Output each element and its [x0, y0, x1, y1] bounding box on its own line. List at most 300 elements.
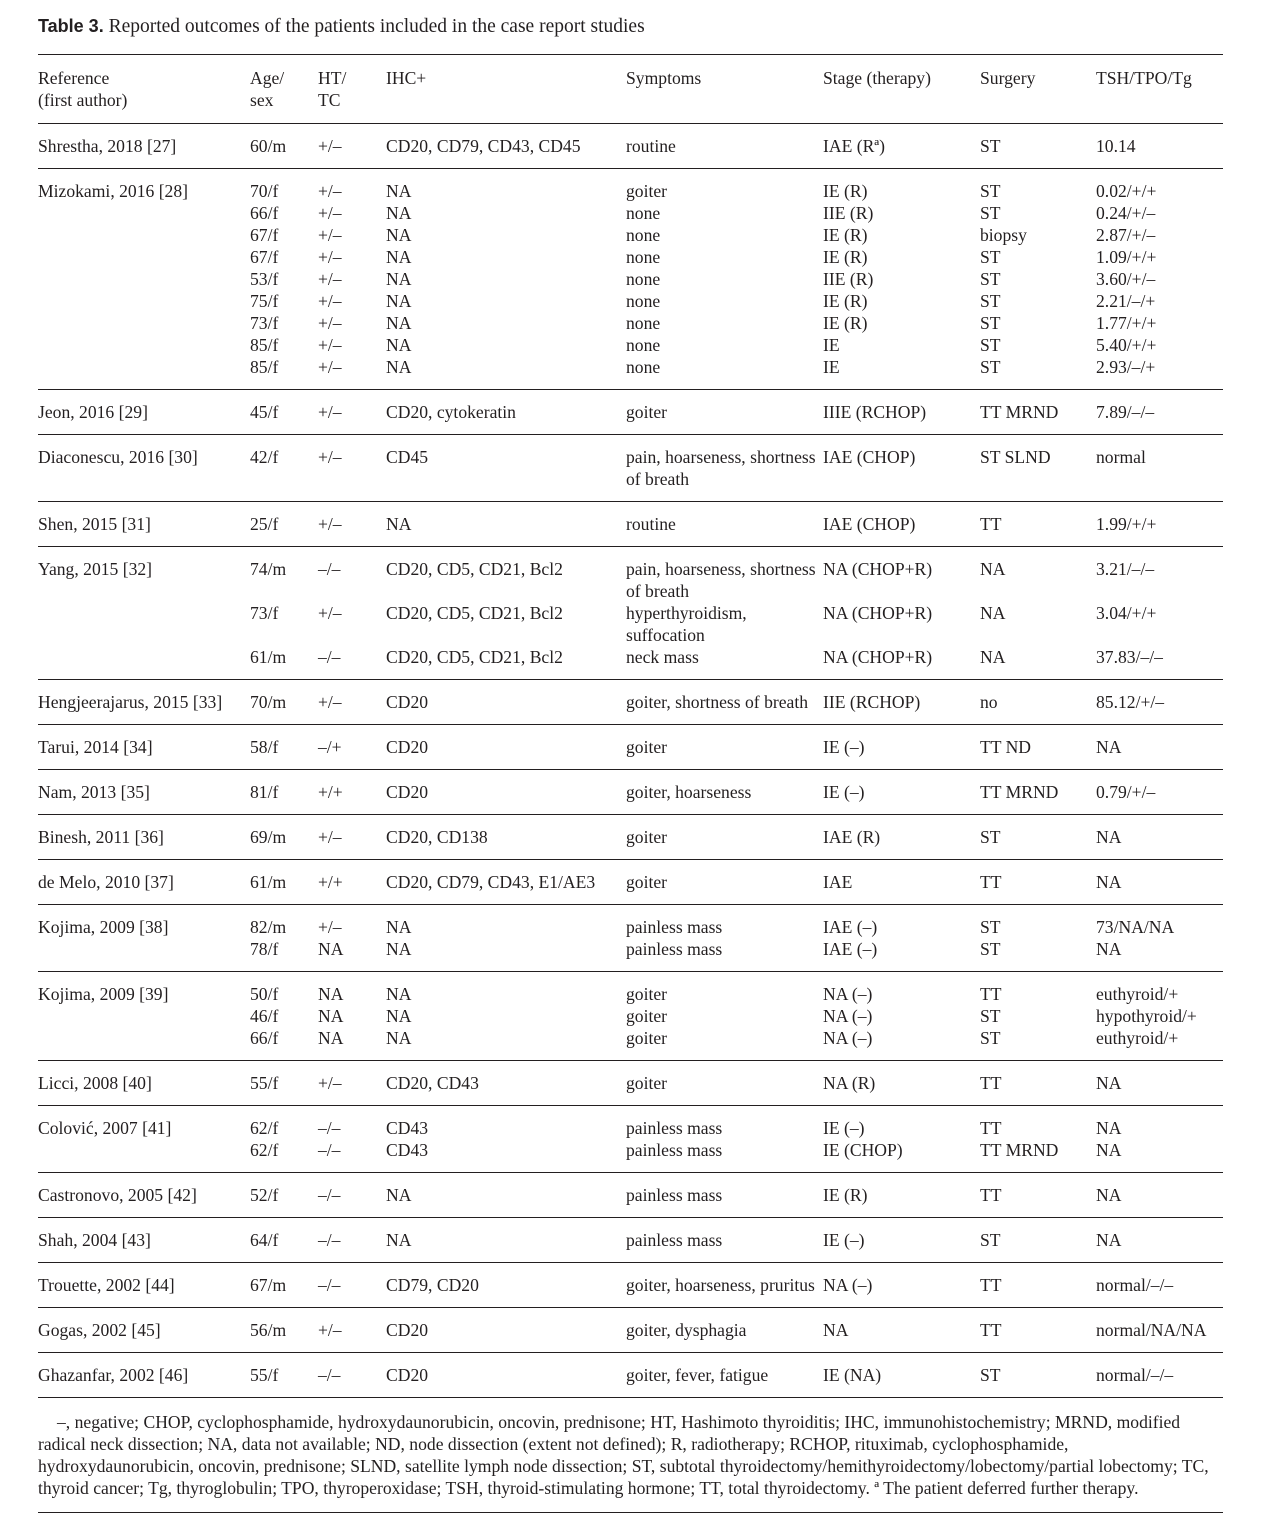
cell-surgery: ST: [980, 313, 1001, 333]
cell-symptoms: goiter, dysphagia: [626, 1320, 747, 1340]
cell-age-sex: 70/f: [250, 181, 279, 201]
table-row: [38, 169, 1223, 203]
cell-reference: Yang, 2015 [32]: [38, 559, 153, 579]
cell-stage: NA (–): [823, 984, 873, 1004]
cell-reference: Tarui, 2014 [34]: [38, 737, 153, 757]
cell-reference: [38, 202, 250, 224]
cell-age-sex: 78/f: [250, 939, 279, 959]
cell-surgery: TT: [980, 872, 1002, 892]
cell-symptoms: painless mass: [626, 1185, 723, 1205]
cell-tsh-tpo-tg: 2.87/+/–: [1096, 225, 1156, 245]
cell-tsh-tpo-tg: 7.89/–/–: [1096, 402, 1155, 422]
cell-symptoms: pain, hoarseness, shortness of breath: [626, 559, 816, 601]
cell-ht-tc: –/–: [318, 1140, 341, 1160]
cell-surgery: ST: [980, 203, 1001, 223]
cell-tsh-tpo-tg: 1.77/+/+: [1096, 313, 1157, 333]
cell-ht-tc: +/–: [318, 603, 342, 623]
table-row: [38, 246, 1223, 268]
cell-ht-tc: +/–: [318, 181, 342, 201]
cell-age-sex: 85/f: [250, 335, 279, 355]
table-row: [38, 502, 1223, 547]
table-row: [38, 202, 1223, 224]
cell-ihc: NA: [386, 514, 412, 534]
cell-surgery: TT MRND: [980, 1140, 1059, 1160]
cell-tsh-tpo-tg: 2.93/–/+: [1096, 357, 1156, 377]
cell-age-sex: 66/f: [250, 1028, 279, 1048]
cell-stage: IAE: [823, 872, 853, 892]
cell-symptoms: none: [626, 357, 661, 377]
outcomes-table: [38, 54, 1223, 1398]
table-row: [38, 1173, 1223, 1218]
cell-ht-tc: +/–: [318, 269, 342, 289]
cell-reference: [38, 356, 250, 390]
cell-surgery: TT MRND: [980, 782, 1059, 802]
cell-symptoms: goiter: [626, 181, 668, 201]
table-row: [38, 1106, 1223, 1140]
cell-ihc: NA: [386, 291, 412, 311]
cell-ihc: NA: [386, 203, 412, 223]
cell-ihc: CD79, CD20: [386, 1275, 479, 1295]
cell-reference: Shrestha, 2018 [27]: [38, 136, 177, 156]
cell-tsh-tpo-tg: 3.04/+/+: [1096, 603, 1157, 623]
cell-stage: NA (–): [823, 1275, 873, 1295]
cell-symptoms: none: [626, 203, 661, 223]
cell-tsh-tpo-tg: 10.14: [1096, 136, 1136, 156]
cell-tsh-tpo-tg: NA: [1096, 827, 1122, 847]
cell-stage: IE (–): [823, 782, 865, 802]
table-container: [38, 12, 1223, 1513]
cell-surgery: TT MRND: [980, 402, 1059, 422]
cell-stage: NA: [823, 1320, 849, 1340]
cell-stage: IE: [823, 357, 840, 377]
cell-stage: NA (–): [823, 1006, 873, 1026]
cell-stage: IE (R): [823, 181, 868, 201]
cell-ht-tc: NA: [318, 939, 344, 959]
cell-ht-tc: NA: [318, 1006, 344, 1026]
cell-stage: IIE (R): [823, 269, 874, 289]
cell-stage: IE (–): [823, 737, 865, 757]
cell-surgery: TT: [980, 514, 1002, 534]
cell-age-sex: 62/f: [250, 1118, 279, 1138]
cell-surgery: ST: [980, 1365, 1001, 1385]
cell-ihc: CD20: [386, 692, 429, 712]
cell-ht-tc: +/–: [318, 357, 342, 377]
cell-tsh-tpo-tg: normal/NA/NA: [1096, 1320, 1207, 1340]
cell-tsh-tpo-tg: 0.79/+/–: [1096, 782, 1156, 802]
table-row: [38, 268, 1223, 290]
cell-age-sex: 58/f: [250, 737, 279, 757]
cell-ht-tc: –/–: [318, 1185, 341, 1205]
cell-symptoms: pain, hoarseness, shortness of breath: [626, 447, 816, 489]
table-row: [38, 1308, 1223, 1353]
cell-ht-tc: NA: [318, 1028, 344, 1048]
cell-stage: IE (R): [823, 313, 868, 333]
cell-tsh-tpo-tg: NA: [1096, 1140, 1122, 1160]
cell-symptoms: goiter: [626, 984, 668, 1004]
cell-symptoms: none: [626, 247, 661, 267]
cell-symptoms: goiter: [626, 872, 668, 892]
cell-reference: [38, 224, 250, 246]
cell-ht-tc: +/–: [318, 136, 342, 156]
table-row: [38, 1139, 1223, 1173]
cell-ht-tc: –/+: [318, 737, 342, 757]
cell-symptoms: none: [626, 313, 661, 333]
cell-tsh-tpo-tg: hypothyroid/+: [1096, 1006, 1197, 1026]
cell-ihc: NA: [386, 1185, 412, 1205]
cell-tsh-tpo-tg: 2.21/–/+: [1096, 291, 1156, 311]
cell-tsh-tpo-tg: NA: [1096, 1073, 1122, 1093]
cell-stage: IAE (CHOP): [823, 514, 916, 534]
cell-symptoms: painless mass: [626, 917, 723, 937]
cell-ht-tc: +/–: [318, 203, 342, 223]
cell-ihc: CD20, cytokeratin: [386, 402, 516, 422]
col-header-reference: Reference (first author): [38, 68, 128, 110]
cell-surgery: TT: [980, 1320, 1002, 1340]
cell-tsh-tpo-tg: 5.40/+/+: [1096, 335, 1157, 355]
cell-stage: IIE (RCHOP): [823, 692, 921, 712]
cell-tsh-tpo-tg: NA: [1096, 1118, 1122, 1138]
cell-reference: Kojima, 2009 [39]: [38, 984, 169, 1004]
table-row: [38, 972, 1223, 1006]
cell-age-sex: 55/f: [250, 1073, 279, 1093]
cell-ht-tc: +/–: [318, 402, 342, 422]
cell-symptoms: painless mass: [626, 1230, 723, 1250]
cell-symptoms: neck mass: [626, 647, 699, 667]
cell-age-sex: 67/m: [250, 1275, 287, 1295]
cell-ht-tc: –/–: [318, 1365, 341, 1385]
cell-ht-tc: NA: [318, 984, 344, 1004]
cell-symptoms: goiter, shortness of breath: [626, 692, 809, 712]
table-row: [38, 725, 1223, 770]
cell-symptoms: routine: [626, 136, 676, 156]
cell-age-sex: 56/m: [250, 1320, 287, 1340]
cell-surgery: ST: [980, 247, 1001, 267]
cell-stage: NA (CHOP+R): [823, 603, 933, 623]
cell-surgery: biopsy: [980, 225, 1027, 245]
table-row: [38, 312, 1223, 334]
cell-surgery: no: [980, 692, 998, 712]
cell-age-sex: 25/f: [250, 514, 279, 534]
cell-age-sex: 82/m: [250, 917, 287, 937]
table-row: [38, 860, 1223, 905]
cell-stage: IE (R): [823, 247, 868, 267]
cell-surgery: ST: [980, 269, 1001, 289]
cell-age-sex: 85/f: [250, 357, 279, 377]
table-row: [38, 390, 1223, 435]
cell-reference: Diaconescu, 2016 [30]: [38, 447, 198, 467]
cell-tsh-tpo-tg: 1.99/+/+: [1096, 514, 1157, 534]
cell-stage: IAE (–): [823, 939, 878, 959]
cell-surgery: TT: [980, 1185, 1002, 1205]
cell-stage: IIIE (RCHOP): [823, 402, 927, 422]
cell-ihc: NA: [386, 357, 412, 377]
cell-reference: [38, 312, 250, 334]
cell-stage: IAE (R): [823, 827, 881, 847]
cell-reference: Kojima, 2009 [38]: [38, 917, 169, 937]
cell-tsh-tpo-tg: 3.60/+/–: [1096, 269, 1156, 289]
cell-surgery: NA: [980, 559, 1006, 579]
cell-symptoms: goiter, hoarseness: [626, 782, 752, 802]
cell-reference: [38, 1005, 250, 1027]
cell-reference: Jeon, 2016 [29]: [38, 402, 148, 422]
cell-ihc: NA: [386, 1230, 412, 1250]
table-row: [38, 905, 1223, 939]
cell-stage: IE (R): [823, 225, 868, 245]
cell-surgery: ST: [980, 827, 1001, 847]
col-header-surgery: Surgery: [980, 68, 1036, 88]
col-header-tsh-tpo-tg: TSH/TPO/Tg: [1096, 68, 1192, 88]
cell-reference: Ghazanfar, 2002 [46]: [38, 1365, 189, 1385]
cell-ihc: CD20, CD5, CD21, Bcl2: [386, 559, 563, 579]
cell-reference: [38, 268, 250, 290]
table-row: [38, 334, 1223, 356]
cell-symptoms: none: [626, 269, 661, 289]
cell-age-sex: 75/f: [250, 291, 279, 311]
cell-ht-tc: +/–: [318, 827, 342, 847]
cell-reference: Colović, 2007 [41]: [38, 1118, 172, 1138]
cell-ht-tc: +/–: [318, 692, 342, 712]
table-row: [38, 1061, 1223, 1106]
cell-age-sex: 81/f: [250, 782, 279, 802]
cell-ht-tc: +/+: [318, 782, 343, 802]
cell-reference: [38, 1027, 250, 1061]
cell-age-sex: 73/f: [250, 313, 279, 333]
cell-reference: Hengjeerajarus, 2015 [33]: [38, 692, 223, 712]
cell-age-sex: 50/f: [250, 984, 279, 1004]
cell-ht-tc: +/–: [318, 447, 342, 467]
cell-reference: [38, 602, 250, 646]
cell-surgery: TT: [980, 984, 1002, 1004]
cell-surgery: ST: [980, 291, 1001, 311]
col-header-ihc: IHC+: [386, 68, 427, 88]
cell-stage: IE (R): [823, 1185, 868, 1205]
cell-stage: IE (NA): [823, 1365, 882, 1385]
cell-reference: Nam, 2013 [35]: [38, 782, 150, 802]
cell-tsh-tpo-tg: 1.09/+/+: [1096, 247, 1157, 267]
cell-ihc: NA: [386, 225, 412, 245]
cell-ihc: CD43: [386, 1118, 429, 1138]
cell-age-sex: 64/f: [250, 1230, 279, 1250]
cell-reference: [38, 290, 250, 312]
table-row: [38, 770, 1223, 815]
col-header-stage: Stage (therapy): [823, 68, 931, 88]
cell-age-sex: 69/m: [250, 827, 287, 847]
cell-reference: Gogas, 2002 [45]: [38, 1320, 161, 1340]
table-row: [38, 224, 1223, 246]
table-row: [38, 1218, 1223, 1263]
cell-symptoms: goiter: [626, 1028, 668, 1048]
cell-ihc: NA: [386, 984, 412, 1004]
cell-age-sex: 53/f: [250, 269, 279, 289]
table-row: [38, 356, 1223, 390]
cell-age-sex: 60/m: [250, 136, 287, 156]
cell-stage: IAE (Rª): [823, 136, 886, 156]
cell-reference: [38, 334, 250, 356]
cell-symptoms: painless mass: [626, 1140, 723, 1160]
cell-tsh-tpo-tg: 85.12/+/–: [1096, 692, 1165, 712]
col-header-symptoms: Symptoms: [626, 68, 702, 88]
cell-ihc: NA: [386, 313, 412, 333]
cell-stage: IE (–): [823, 1230, 865, 1250]
table-row: [38, 1005, 1223, 1027]
cell-symptoms: goiter: [626, 827, 668, 847]
cell-ihc: NA: [386, 939, 412, 959]
cell-reference: Castronovo, 2005 [42]: [38, 1185, 197, 1205]
table-row: [38, 547, 1223, 603]
cell-ihc: NA: [386, 269, 412, 289]
cell-ihc: NA: [386, 917, 412, 937]
cell-surgery: ST: [980, 181, 1001, 201]
cell-stage: NA (–): [823, 1028, 873, 1048]
cell-surgery: NA: [980, 647, 1006, 667]
cell-symptoms: hyperthyroidism, suffocation: [626, 603, 747, 645]
col-header-ht-tc: HT/ TC: [318, 68, 347, 110]
cell-age-sex: 61/m: [250, 872, 287, 892]
cell-reference: Binesh, 2011 [36]: [38, 827, 164, 847]
cell-stage: IE (–): [823, 1118, 865, 1138]
cell-tsh-tpo-tg: NA: [1096, 939, 1122, 959]
cell-age-sex: 74/m: [250, 559, 287, 579]
header-row: [38, 55, 1223, 124]
cell-reference: Shah, 2004 [43]: [38, 1230, 151, 1250]
cell-ihc: NA: [386, 1006, 412, 1026]
cell-stage: IE (R): [823, 291, 868, 311]
cell-age-sex: 46/f: [250, 1006, 279, 1026]
cell-ihc: CD20, CD5, CD21, Bcl2: [386, 603, 563, 623]
cell-tsh-tpo-tg: 3.21/–/–: [1096, 559, 1155, 579]
cell-reference: Mizokami, 2016 [28]: [38, 181, 189, 201]
cell-ihc: NA: [386, 247, 412, 267]
table-row: [38, 290, 1223, 312]
cell-reference: [38, 1139, 250, 1173]
cell-ihc: CD20: [386, 782, 429, 802]
cell-ihc: CD20, CD43: [386, 1073, 479, 1093]
table-label: Table 3.: [38, 16, 104, 36]
cell-ht-tc: +/–: [318, 335, 342, 355]
cell-ihc: CD20, CD79, CD43, E1/AE3: [386, 872, 596, 892]
cell-tsh-tpo-tg: 0.24/+/–: [1096, 203, 1156, 223]
cell-ihc: CD20: [386, 737, 429, 757]
cell-tsh-tpo-tg: 37.83/–/–: [1096, 647, 1163, 667]
table-row: [38, 646, 1223, 680]
cell-age-sex: 73/f: [250, 603, 279, 623]
cell-tsh-tpo-tg: NA: [1096, 737, 1122, 757]
cell-symptoms: painless mass: [626, 1118, 723, 1138]
table-row: [38, 815, 1223, 860]
cell-ihc: CD20, CD79, CD43, CD45: [386, 136, 581, 156]
cell-ht-tc: –/–: [318, 1118, 341, 1138]
cell-symptoms: goiter: [626, 1073, 668, 1093]
cell-reference: Shen, 2015 [31]: [38, 514, 151, 534]
cell-symptoms: none: [626, 335, 661, 355]
table-caption: [38, 12, 1223, 42]
cell-symptoms: painless mass: [626, 939, 723, 959]
cell-age-sex: 42/f: [250, 447, 279, 467]
cell-age-sex: 70/m: [250, 692, 287, 712]
cell-ihc: CD20, CD138: [386, 827, 488, 847]
cell-surgery: ST: [980, 939, 1001, 959]
cell-surgery: TT: [980, 1275, 1002, 1295]
cell-symptoms: none: [626, 225, 661, 245]
table-row: [38, 602, 1223, 646]
cell-reference: Licci, 2008 [40]: [38, 1073, 152, 1093]
cell-ihc: CD45: [386, 447, 429, 467]
cell-ihc: NA: [386, 335, 412, 355]
cell-ht-tc: –/–: [318, 1230, 341, 1250]
cell-ihc: CD43: [386, 1140, 429, 1160]
cell-symptoms: goiter, fever, fatigue: [626, 1365, 769, 1385]
cell-ht-tc: +/–: [318, 917, 342, 937]
table-row: [38, 1027, 1223, 1061]
table-title: Reported outcomes of the patients included in the case report studies: [103, 16, 645, 37]
cell-age-sex: 62/f: [250, 1140, 279, 1160]
cell-tsh-tpo-tg: NA: [1096, 1185, 1122, 1205]
table-row: [38, 680, 1223, 725]
cell-tsh-tpo-tg: NA: [1096, 1230, 1122, 1250]
cell-stage: IE: [823, 335, 840, 355]
cell-surgery: ST SLND: [980, 447, 1051, 467]
cell-tsh-tpo-tg: 73/NA/NA: [1096, 917, 1175, 937]
cell-surgery: ST: [980, 357, 1001, 377]
cell-tsh-tpo-tg: normal/–/–: [1096, 1275, 1174, 1295]
table-row: [38, 1353, 1223, 1398]
cell-ht-tc: +/–: [318, 1320, 342, 1340]
cell-age-sex: 55/f: [250, 1365, 279, 1385]
table-row: [38, 938, 1223, 972]
cell-ht-tc: +/–: [318, 247, 342, 267]
cell-ht-tc: +/–: [318, 313, 342, 333]
table-row: [38, 124, 1223, 169]
cell-symptoms: goiter, hoarseness, pruritus: [626, 1275, 815, 1295]
cell-age-sex: 67/f: [250, 225, 279, 245]
cell-surgery: ST: [980, 917, 1001, 937]
cell-surgery: ST: [980, 136, 1001, 156]
cell-ht-tc: –/–: [318, 1275, 341, 1295]
cell-stage: NA (CHOP+R): [823, 559, 933, 579]
cell-age-sex: 67/f: [250, 247, 279, 267]
cell-tsh-tpo-tg: euthyroid/+: [1096, 984, 1179, 1004]
cell-ihc: CD20: [386, 1320, 429, 1340]
cell-symptoms: goiter: [626, 737, 668, 757]
cell-symptoms: goiter: [626, 402, 668, 422]
table-row: [38, 435, 1223, 502]
cell-stage: NA (R): [823, 1073, 876, 1093]
cell-symptoms: none: [626, 291, 661, 311]
cell-ihc: NA: [386, 1028, 412, 1048]
cell-age-sex: 61/m: [250, 647, 287, 667]
table-footnote: –, negative; CHOP, cyclophosphamide, hydroxydaunorubicin, oncovin, prednisone; HT, Hashimoto thyroiditis; IHC, immunohistochemistry; MRND, modified radical neck dissection; NA, data not available; ND, node dissection (extent not defined); R, radiotherapy; RCHOP, rituximab, cyclophosphamide, hydroxydaunorubicin, oncovin, prednisone; SLND, satellite lymph node dissection; ST, subtotal thyroidectomy/hemithyroidectomy/lobectomy/partial lobectomy; TC, thyroid cancer; Tg, thyroglobulin; TPO, thyroperoxidase; TSH, thyroid-stimulating hormone; TT, total thyroidectomy. ª The patient deferred further therapy.: [38, 1411, 1223, 1513]
table-row: [38, 1263, 1223, 1308]
cell-reference: [38, 246, 250, 268]
col-header-age-sex: Age/ sex: [250, 68, 285, 110]
cell-ht-tc: +/+: [318, 872, 343, 892]
cell-stage: IE (CHOP): [823, 1140, 903, 1160]
cell-surgery: ST: [980, 335, 1001, 355]
cell-symptoms: routine: [626, 514, 676, 534]
cell-age-sex: 52/f: [250, 1185, 279, 1205]
cell-tsh-tpo-tg: normal/–/–: [1096, 1365, 1174, 1385]
cell-stage: IIE (R): [823, 203, 874, 223]
cell-age-sex: 66/f: [250, 203, 279, 223]
cell-surgery: TT: [980, 1118, 1002, 1138]
cell-surgery: NA: [980, 603, 1006, 623]
cell-tsh-tpo-tg: normal: [1096, 447, 1146, 467]
cell-stage: IAE (CHOP): [823, 447, 916, 467]
cell-ht-tc: –/–: [318, 559, 341, 579]
cell-stage: NA (CHOP+R): [823, 647, 933, 667]
cell-surgery: TT: [980, 1073, 1002, 1093]
cell-reference: de Melo, 2010 [37]: [38, 872, 174, 892]
